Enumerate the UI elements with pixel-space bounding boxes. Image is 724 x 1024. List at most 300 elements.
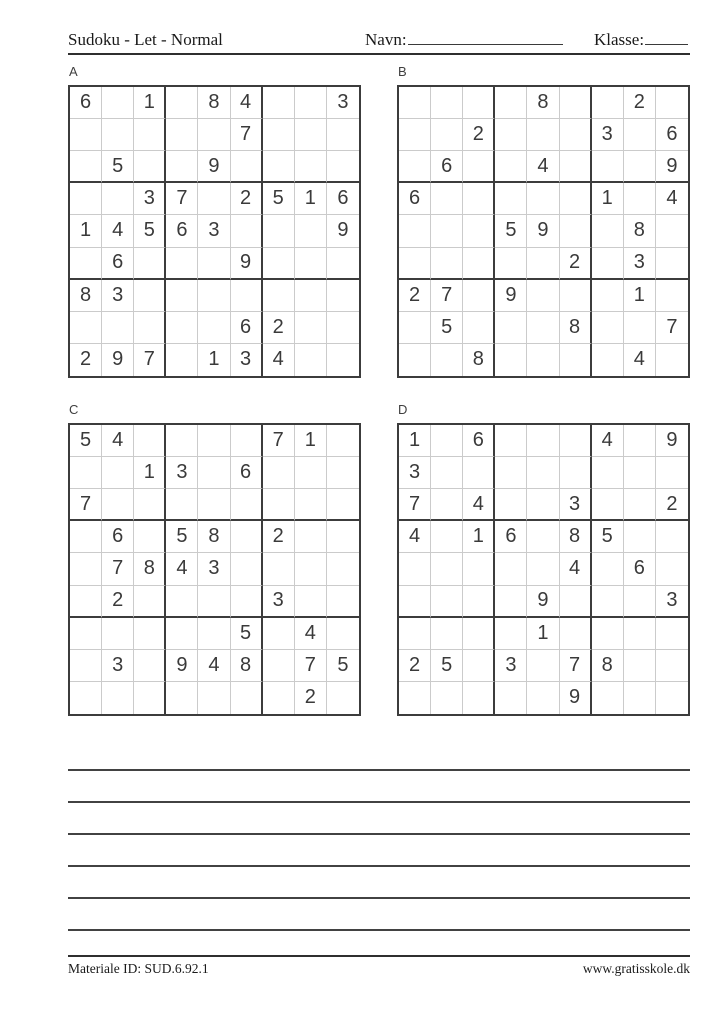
sudoku-cell: 4 bbox=[592, 425, 624, 457]
sudoku-cell bbox=[560, 586, 592, 618]
sudoku-cell bbox=[263, 119, 295, 151]
note-line bbox=[68, 899, 690, 931]
sudoku-cell: 8 bbox=[527, 87, 559, 119]
sudoku-cell bbox=[231, 280, 263, 312]
sudoku-cell: 9 bbox=[231, 248, 263, 280]
puzzle-label-b: B bbox=[398, 64, 407, 79]
sudoku-cell: 5 bbox=[592, 521, 624, 553]
sudoku-cell bbox=[198, 312, 230, 344]
sudoku-cell bbox=[527, 248, 559, 280]
sudoku-cell bbox=[656, 280, 688, 312]
sudoku-cell: 3 bbox=[198, 215, 230, 247]
sudoku-cell bbox=[527, 682, 559, 714]
sudoku-cell bbox=[263, 682, 295, 714]
sudoku-cell: 1 bbox=[70, 215, 102, 247]
sudoku-cell bbox=[527, 119, 559, 151]
sudoku-cell bbox=[231, 215, 263, 247]
sudoku-cell bbox=[463, 248, 495, 280]
sudoku-cell bbox=[102, 489, 134, 521]
footer-rule bbox=[68, 955, 690, 957]
sudoku-cell: 8 bbox=[70, 280, 102, 312]
sudoku-cell bbox=[592, 151, 624, 183]
sudoku-cell bbox=[102, 183, 134, 215]
sudoku-cell bbox=[327, 489, 359, 521]
material-id: Materiale ID: SUD.6.92.1 bbox=[68, 961, 209, 976]
sudoku-cell bbox=[263, 618, 295, 650]
sudoku-cell: 5 bbox=[327, 650, 359, 682]
sudoku-cell: 1 bbox=[527, 618, 559, 650]
note-line bbox=[68, 771, 690, 803]
note-line bbox=[68, 867, 690, 899]
note-line bbox=[68, 803, 690, 835]
sudoku-cell bbox=[624, 682, 656, 714]
sudoku-cell: 5 bbox=[134, 215, 166, 247]
sudoku-cell bbox=[70, 119, 102, 151]
sudoku-cell bbox=[527, 425, 559, 457]
sudoku-cell: 3 bbox=[327, 87, 359, 119]
sudoku-cell bbox=[102, 457, 134, 489]
class-label: Klasse: bbox=[594, 30, 645, 49]
sudoku-cell bbox=[70, 183, 102, 215]
sudoku-cell: 1 bbox=[134, 87, 166, 119]
sudoku-cell bbox=[495, 312, 527, 344]
sudoku-cell: 6 bbox=[431, 151, 463, 183]
sudoku-cell bbox=[399, 682, 431, 714]
sudoku-cell: 4 bbox=[399, 521, 431, 553]
class-fill-line bbox=[645, 30, 688, 45]
sudoku-cell bbox=[327, 344, 359, 376]
sudoku-cell bbox=[134, 280, 166, 312]
sudoku-cell bbox=[198, 425, 230, 457]
sudoku-cell: 4 bbox=[560, 553, 592, 585]
sudoku-cell: 3 bbox=[495, 650, 527, 682]
sudoku-cell: 6 bbox=[102, 248, 134, 280]
sudoku-cell bbox=[198, 183, 230, 215]
sudoku-cell: 4 bbox=[263, 344, 295, 376]
sudoku-cell bbox=[495, 425, 527, 457]
sudoku-cell bbox=[656, 521, 688, 553]
sudoku-cell: 6 bbox=[231, 457, 263, 489]
sudoku-cell bbox=[70, 248, 102, 280]
sudoku-cell bbox=[327, 586, 359, 618]
sudoku-cell bbox=[166, 489, 198, 521]
sudoku-cell bbox=[656, 650, 688, 682]
sudoku-cell bbox=[231, 682, 263, 714]
sudoku-cell bbox=[198, 586, 230, 618]
sudoku-cell bbox=[624, 489, 656, 521]
sudoku-cell bbox=[592, 87, 624, 119]
sudoku-grid-a bbox=[68, 85, 361, 378]
sudoku-cell bbox=[70, 521, 102, 553]
sudoku-cell bbox=[624, 312, 656, 344]
sudoku-cell bbox=[592, 586, 624, 618]
sudoku-cell: 3 bbox=[656, 586, 688, 618]
sudoku-cell: 3 bbox=[231, 344, 263, 376]
sudoku-cell bbox=[624, 521, 656, 553]
sudoku-cell bbox=[495, 682, 527, 714]
sudoku-cell bbox=[399, 215, 431, 247]
sudoku-cell: 3 bbox=[592, 119, 624, 151]
puzzle-label-d: D bbox=[398, 402, 408, 417]
sudoku-cell bbox=[399, 87, 431, 119]
sudoku-cell bbox=[624, 457, 656, 489]
sudoku-cell bbox=[463, 87, 495, 119]
sudoku-cell bbox=[527, 344, 559, 376]
sudoku-cell: 3 bbox=[198, 553, 230, 585]
sudoku-cell bbox=[327, 425, 359, 457]
sudoku-cell bbox=[463, 618, 495, 650]
sudoku-cell bbox=[656, 87, 688, 119]
sudoku-cell: 1 bbox=[624, 280, 656, 312]
sudoku-cell: 3 bbox=[166, 457, 198, 489]
sudoku-cell bbox=[527, 183, 559, 215]
sudoku-cell bbox=[166, 119, 198, 151]
sudoku-cell bbox=[463, 586, 495, 618]
sudoku-cell bbox=[231, 489, 263, 521]
sudoku-cell bbox=[327, 248, 359, 280]
sudoku-cell bbox=[198, 457, 230, 489]
sudoku-cell: 8 bbox=[560, 521, 592, 553]
sudoku-cell bbox=[431, 215, 463, 247]
sudoku-cell bbox=[560, 87, 592, 119]
sudoku-cell: 1 bbox=[295, 425, 327, 457]
sudoku-cell: 6 bbox=[102, 521, 134, 553]
sudoku-cell bbox=[327, 151, 359, 183]
sudoku-cell bbox=[70, 618, 102, 650]
sudoku-cell: 5 bbox=[166, 521, 198, 553]
sudoku-cell: 9 bbox=[495, 280, 527, 312]
sudoku-cell bbox=[327, 682, 359, 714]
sudoku-cell: 8 bbox=[560, 312, 592, 344]
sudoku-cell bbox=[166, 248, 198, 280]
sudoku-cell bbox=[134, 521, 166, 553]
sudoku-cell bbox=[327, 618, 359, 650]
sudoku-cell bbox=[70, 586, 102, 618]
sudoku-cell: 7 bbox=[431, 280, 463, 312]
sudoku-cell bbox=[656, 618, 688, 650]
sudoku-cell: 7 bbox=[560, 650, 592, 682]
sudoku-cell bbox=[399, 248, 431, 280]
sudoku-cell bbox=[231, 586, 263, 618]
sudoku-cell bbox=[495, 489, 527, 521]
sudoku-cell bbox=[624, 618, 656, 650]
sudoku-cell bbox=[295, 312, 327, 344]
sudoku-cell bbox=[527, 489, 559, 521]
sudoku-cell bbox=[134, 586, 166, 618]
sudoku-cell: 2 bbox=[263, 312, 295, 344]
sudoku-cell bbox=[70, 457, 102, 489]
sudoku-cell bbox=[399, 618, 431, 650]
sudoku-cell: 2 bbox=[463, 119, 495, 151]
sudoku-cell bbox=[102, 682, 134, 714]
sudoku-cell: 5 bbox=[70, 425, 102, 457]
puzzle-label-c: C bbox=[69, 402, 79, 417]
sudoku-cell bbox=[656, 248, 688, 280]
sudoku-cell bbox=[166, 425, 198, 457]
sudoku-cell bbox=[102, 618, 134, 650]
sudoku-cell bbox=[295, 119, 327, 151]
writing-lines bbox=[68, 739, 690, 931]
sudoku-cell bbox=[463, 312, 495, 344]
sudoku-cell: 6 bbox=[495, 521, 527, 553]
sudoku-cell: 3 bbox=[134, 183, 166, 215]
sudoku-cell: 4 bbox=[166, 553, 198, 585]
name-field bbox=[365, 30, 563, 50]
sudoku-cell bbox=[231, 553, 263, 585]
sudoku-cell bbox=[134, 151, 166, 183]
sudoku-cell: 6 bbox=[656, 119, 688, 151]
note-line bbox=[68, 739, 690, 771]
sudoku-cell: 3 bbox=[102, 650, 134, 682]
sudoku-cell bbox=[102, 119, 134, 151]
sudoku-cell bbox=[263, 151, 295, 183]
sudoku-cell: 1 bbox=[134, 457, 166, 489]
sudoku-cell: 6 bbox=[70, 87, 102, 119]
note-line bbox=[68, 835, 690, 867]
sudoku-cell: 8 bbox=[231, 650, 263, 682]
sudoku-cell bbox=[495, 586, 527, 618]
sudoku-cell bbox=[399, 344, 431, 376]
sudoku-cell bbox=[560, 151, 592, 183]
sudoku-cell bbox=[295, 586, 327, 618]
sudoku-cell bbox=[327, 312, 359, 344]
sudoku-cell bbox=[327, 119, 359, 151]
sudoku-cell bbox=[198, 618, 230, 650]
sudoku-cell: 3 bbox=[263, 586, 295, 618]
sudoku-cell bbox=[463, 457, 495, 489]
sudoku-cell bbox=[295, 87, 327, 119]
sudoku-cell bbox=[592, 618, 624, 650]
sudoku-cell bbox=[527, 312, 559, 344]
sudoku-cell bbox=[463, 280, 495, 312]
sudoku-cell: 4 bbox=[102, 215, 134, 247]
sudoku-cell: 5 bbox=[263, 183, 295, 215]
sudoku-cell: 2 bbox=[295, 682, 327, 714]
sudoku-cell bbox=[431, 521, 463, 553]
sudoku-cell: 7 bbox=[134, 344, 166, 376]
sudoku-cell: 6 bbox=[327, 183, 359, 215]
name-label: Navn: bbox=[365, 30, 407, 49]
sudoku-cell: 5 bbox=[431, 312, 463, 344]
sudoku-cell bbox=[560, 618, 592, 650]
sudoku-cell bbox=[560, 344, 592, 376]
sudoku-cell bbox=[198, 682, 230, 714]
sudoku-cell bbox=[592, 344, 624, 376]
sudoku-cell bbox=[624, 650, 656, 682]
sudoku-cell bbox=[70, 312, 102, 344]
sudoku-cell bbox=[624, 425, 656, 457]
sudoku-cell bbox=[495, 248, 527, 280]
sudoku-cell bbox=[495, 457, 527, 489]
sudoku-cell: 8 bbox=[624, 215, 656, 247]
sudoku-cell bbox=[134, 650, 166, 682]
sudoku-cell bbox=[198, 280, 230, 312]
sudoku-cell bbox=[656, 457, 688, 489]
sudoku-cell bbox=[592, 553, 624, 585]
sudoku-cell bbox=[198, 119, 230, 151]
sudoku-cell bbox=[134, 425, 166, 457]
sudoku-cell bbox=[431, 618, 463, 650]
sudoku-cell bbox=[399, 586, 431, 618]
sudoku-cell: 9 bbox=[656, 425, 688, 457]
sudoku-cell: 9 bbox=[527, 586, 559, 618]
sudoku-cell bbox=[263, 489, 295, 521]
sudoku-cell bbox=[263, 248, 295, 280]
sudoku-cell bbox=[656, 553, 688, 585]
sudoku-cell bbox=[624, 586, 656, 618]
sudoku-cell: 8 bbox=[134, 553, 166, 585]
sudoku-cell bbox=[495, 87, 527, 119]
sudoku-cell bbox=[592, 280, 624, 312]
sudoku-cell bbox=[399, 312, 431, 344]
class-field bbox=[594, 30, 688, 50]
sudoku-cell: 7 bbox=[399, 489, 431, 521]
sudoku-cell bbox=[399, 553, 431, 585]
sudoku-cell: 4 bbox=[231, 87, 263, 119]
sudoku-grid-b bbox=[397, 85, 690, 378]
sudoku-cell bbox=[624, 119, 656, 151]
sudoku-cell bbox=[327, 457, 359, 489]
sudoku-cell: 6 bbox=[624, 553, 656, 585]
sudoku-cell bbox=[527, 553, 559, 585]
sudoku-cell: 1 bbox=[592, 183, 624, 215]
sudoku-cell bbox=[166, 312, 198, 344]
sudoku-cell bbox=[295, 280, 327, 312]
sudoku-cell bbox=[134, 489, 166, 521]
sudoku-cell: 2 bbox=[656, 489, 688, 521]
sudoku-cell bbox=[134, 682, 166, 714]
sudoku-cell: 6 bbox=[463, 425, 495, 457]
sudoku-cell: 2 bbox=[231, 183, 263, 215]
sudoku-cell bbox=[656, 344, 688, 376]
sudoku-cell bbox=[134, 618, 166, 650]
sudoku-cell: 6 bbox=[166, 215, 198, 247]
sudoku-cell: 1 bbox=[463, 521, 495, 553]
sudoku-cell bbox=[295, 248, 327, 280]
sudoku-cell: 4 bbox=[527, 151, 559, 183]
sudoku-cell bbox=[592, 457, 624, 489]
sudoku-cell: 4 bbox=[656, 183, 688, 215]
sudoku-cell bbox=[70, 553, 102, 585]
sudoku-cell: 4 bbox=[102, 425, 134, 457]
sudoku-cell: 7 bbox=[70, 489, 102, 521]
sudoku-cell bbox=[102, 87, 134, 119]
sudoku-cell bbox=[463, 682, 495, 714]
sudoku-cell bbox=[399, 151, 431, 183]
sudoku-cell: 9 bbox=[102, 344, 134, 376]
sudoku-cell bbox=[431, 87, 463, 119]
sudoku-cell: 2 bbox=[263, 521, 295, 553]
sudoku-cell: 9 bbox=[327, 215, 359, 247]
sudoku-cell bbox=[592, 215, 624, 247]
sudoku-cell bbox=[560, 425, 592, 457]
sudoku-cell bbox=[624, 151, 656, 183]
sudoku-cell bbox=[198, 248, 230, 280]
sudoku-cell: 2 bbox=[624, 87, 656, 119]
sudoku-cell: 7 bbox=[166, 183, 198, 215]
sudoku-cell bbox=[166, 586, 198, 618]
sudoku-cell: 5 bbox=[495, 215, 527, 247]
sudoku-cell: 2 bbox=[102, 586, 134, 618]
sudoku-cell bbox=[560, 183, 592, 215]
sudoku-cell: 9 bbox=[166, 650, 198, 682]
sudoku-cell: 9 bbox=[527, 215, 559, 247]
sudoku-cell: 4 bbox=[198, 650, 230, 682]
sudoku-cell bbox=[166, 87, 198, 119]
sudoku-cell bbox=[431, 553, 463, 585]
sudoku-cell: 5 bbox=[102, 151, 134, 183]
sudoku-cell bbox=[431, 248, 463, 280]
sudoku-cell bbox=[463, 553, 495, 585]
sudoku-cell bbox=[527, 521, 559, 553]
website-url: www.gratisskole.dk bbox=[582, 961, 690, 976]
sudoku-cell bbox=[656, 215, 688, 247]
sudoku-cell: 4 bbox=[463, 489, 495, 521]
sudoku-cell: 8 bbox=[198, 87, 230, 119]
sudoku-cell bbox=[231, 521, 263, 553]
sudoku-cell: 2 bbox=[70, 344, 102, 376]
sudoku-cell bbox=[70, 682, 102, 714]
sudoku-cell bbox=[495, 344, 527, 376]
sudoku-cell: 9 bbox=[560, 682, 592, 714]
sudoku-cell: 2 bbox=[399, 650, 431, 682]
sudoku-cell bbox=[463, 215, 495, 247]
sudoku-cell bbox=[560, 119, 592, 151]
sudoku-cell: 6 bbox=[399, 183, 431, 215]
sudoku-cell bbox=[70, 650, 102, 682]
sudoku-cell bbox=[495, 151, 527, 183]
sudoku-cell: 7 bbox=[102, 553, 134, 585]
sudoku-cell: 9 bbox=[198, 151, 230, 183]
sudoku-cell bbox=[295, 457, 327, 489]
sudoku-cell bbox=[431, 457, 463, 489]
sudoku-cell bbox=[263, 87, 295, 119]
sudoku-cell: 5 bbox=[231, 618, 263, 650]
sudoku-cell bbox=[166, 151, 198, 183]
sudoku-cell bbox=[295, 215, 327, 247]
sudoku-cell bbox=[263, 457, 295, 489]
sudoku-cell: 4 bbox=[624, 344, 656, 376]
sudoku-cell bbox=[495, 183, 527, 215]
sudoku-cell bbox=[592, 682, 624, 714]
sudoku-cell bbox=[231, 151, 263, 183]
sudoku-cell bbox=[166, 618, 198, 650]
sudoku-cell bbox=[295, 151, 327, 183]
sudoku-cell bbox=[463, 151, 495, 183]
sudoku-cell: 8 bbox=[198, 521, 230, 553]
sudoku-cell: 3 bbox=[102, 280, 134, 312]
sudoku-cell bbox=[134, 248, 166, 280]
sudoku-cell: 6 bbox=[231, 312, 263, 344]
sudoku-cell bbox=[166, 682, 198, 714]
sudoku-grid-c bbox=[68, 423, 361, 716]
sudoku-cell: 1 bbox=[295, 183, 327, 215]
sudoku-cell bbox=[166, 344, 198, 376]
sudoku-cell: 3 bbox=[399, 457, 431, 489]
sudoku-cell bbox=[134, 312, 166, 344]
sudoku-cell bbox=[560, 280, 592, 312]
sudoku-cell bbox=[431, 489, 463, 521]
page-title: Sudoku - Let - Normal bbox=[68, 30, 223, 49]
sudoku-cell bbox=[592, 312, 624, 344]
sudoku-cell bbox=[431, 682, 463, 714]
sudoku-cell bbox=[463, 650, 495, 682]
sudoku-cell bbox=[327, 280, 359, 312]
sudoku-cell bbox=[624, 183, 656, 215]
sudoku-cell: 4 bbox=[295, 618, 327, 650]
sudoku-cell bbox=[263, 215, 295, 247]
sudoku-cell bbox=[431, 425, 463, 457]
